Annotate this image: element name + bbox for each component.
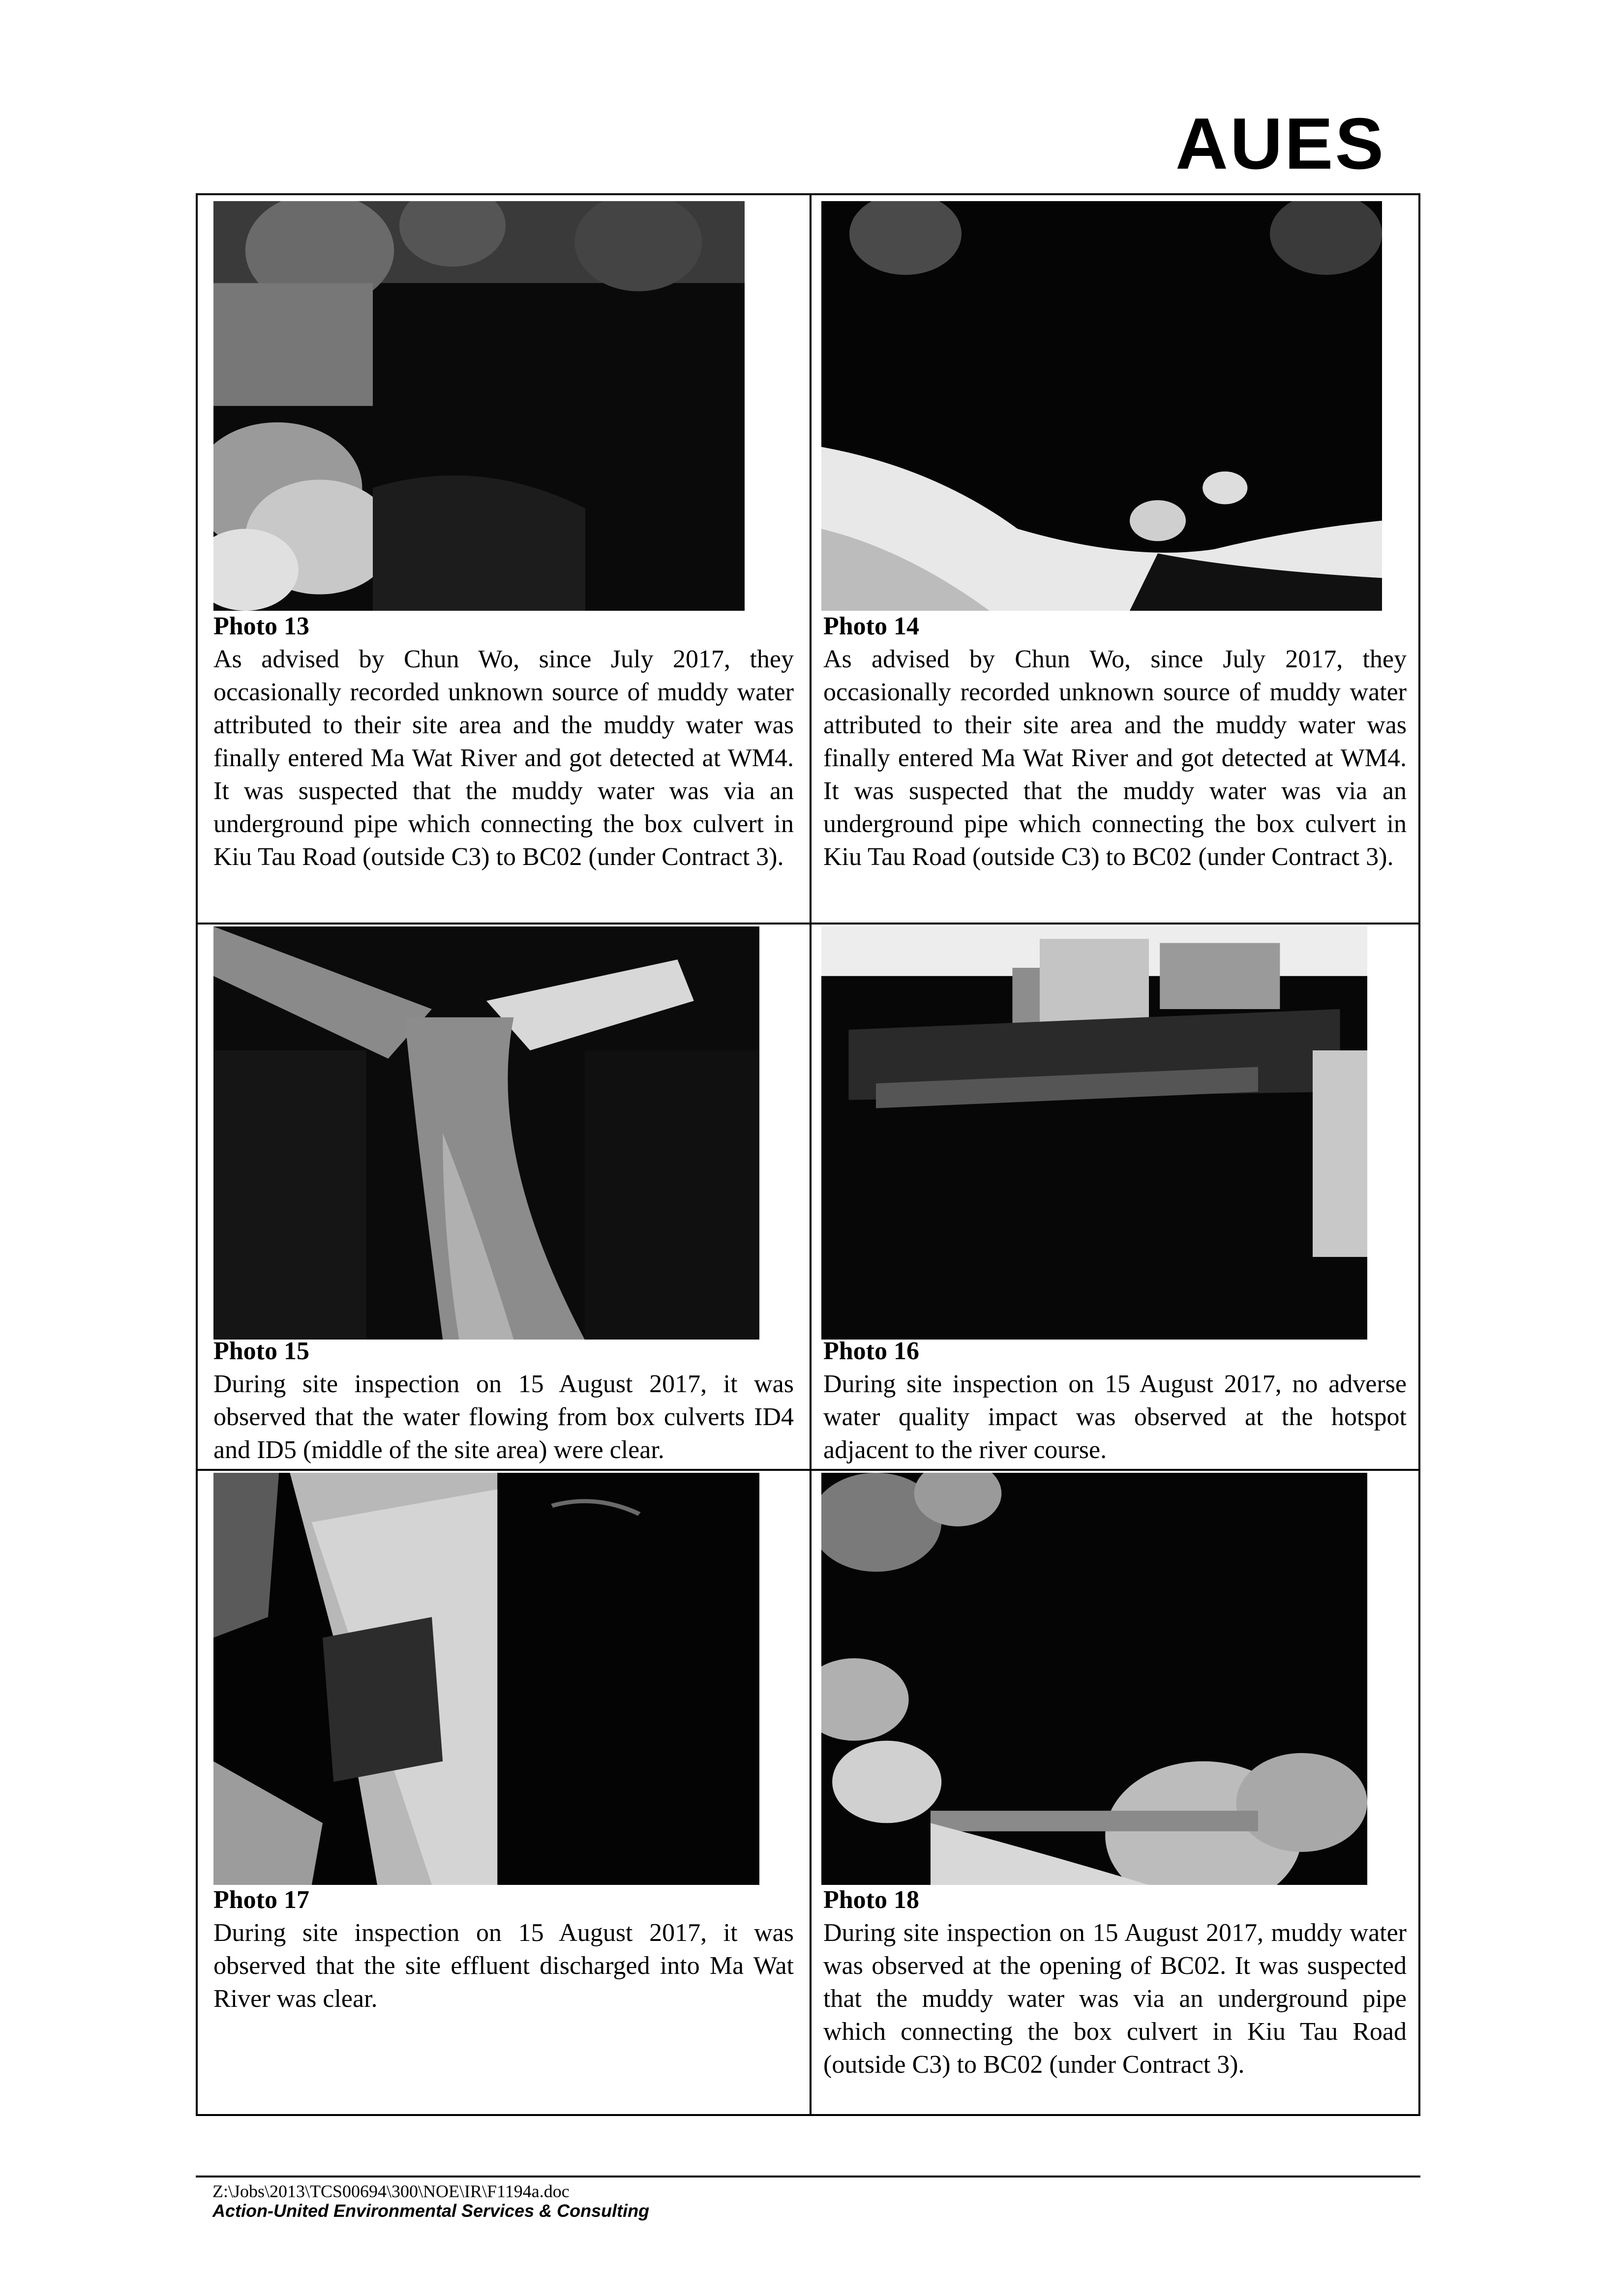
photo-15-text: During site inspection on 15 August 2017, it was observed that the water flowing from box culverts ID4 and ID5 (middle of the site area) were clear.: [213, 1370, 794, 1464]
photo-18-image: [821, 1473, 1367, 1885]
photo-13-image: [213, 201, 745, 611]
photo-13-title: Photo 13: [213, 612, 309, 640]
photo-17-text: During site inspection on 15 August 2017, it was observed that the site effluent discharged into Ma Wat River was clear.: [213, 1919, 794, 2013]
footer-company-name: Action-United Environmental Services & Consulting: [212, 2201, 650, 2221]
photo-17-title: Photo 17: [213, 1886, 309, 1914]
photo-17-caption: [213, 1883, 794, 2015]
row-divider: [198, 1469, 1418, 1471]
photo-15-caption: [213, 1335, 794, 1466]
photo-14-caption: [823, 610, 1407, 873]
footer-file-path: Z:\Jobs\2013\TCS00694\300\NOE\IR\F1194a.doc: [212, 2181, 570, 2201]
photo-14-image: [821, 201, 1382, 611]
photo-14-title: Photo 14: [823, 612, 919, 640]
photo-14-text: As advised by Chun Wo, since July 2017, they occasionally recorded unknown source of muddy water attributed to their site area and the muddy water was finally entered Ma Wat River and got detected at WM4. It was suspected that the muddy water was via an underground pipe which connecting the box culvert in Kiu Tau Road (outside C3) to BC02 (under Contract 3).: [823, 645, 1407, 871]
photo-15-title: Photo 15: [213, 1337, 309, 1365]
photo-13-caption: [213, 610, 794, 873]
photo-18-text: During site inspection on 15 August 2017, muddy water was observed at the opening of BC02. It was suspected that the muddy water was via an underground pipe which connecting the box culvert in Kiu Tau Road (outside C3) to BC02 (under Contract 3).: [823, 1919, 1407, 2079]
photo-17-image: [213, 1473, 759, 1885]
photo-16-text: During site inspection on 15 August 2017, no adverse water quality impact was observed at the hotspot adjacent to the river course.: [823, 1370, 1407, 1464]
photo-16-title: Photo 16: [823, 1337, 919, 1365]
photo-16-caption: [823, 1335, 1407, 1466]
column-divider: [810, 195, 812, 2114]
company-logo: AUES: [1175, 103, 1386, 184]
photo-13-text: As advised by Chun Wo, since July 2017, they occasionally recorded unknown source of muddy water attributed to their site area and the muddy water was finally entered Ma Wat River and got detected at WM4. It was suspected that the muddy water was via an underground pipe which connecting the box culvert in Kiu Tau Road (outside C3) to BC02 (under Contract 3).: [213, 645, 794, 871]
photo-15-image: [213, 926, 759, 1340]
photo-table: [196, 193, 1420, 2116]
row-divider: [198, 923, 1418, 924]
photo-16-image: [821, 926, 1367, 1340]
photo-18-caption: [823, 1883, 1407, 2081]
footer-divider: [196, 2176, 1420, 2177]
photo-18-title: Photo 18: [823, 1886, 919, 1914]
